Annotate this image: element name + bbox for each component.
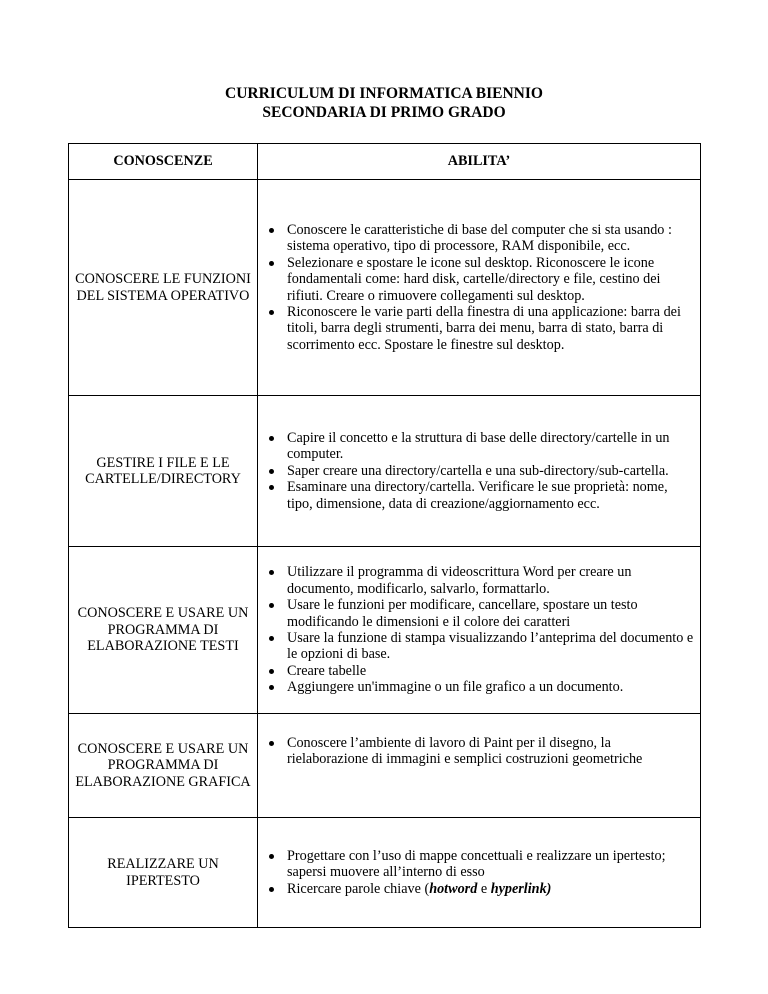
list-item: Capire il concetto e la struttura di base delle directory/cartelle in un computer. [258,430,694,463]
skills-list [258,848,694,897]
list-item: Conoscere le caratteristiche di base del computer che si sta usando : sistema operativo, tipo di processore, RAM disponibile, ecc. [258,222,694,255]
list-item: Selezionare e spostare le icone sul desktop. Riconoscere le icone fondamentali come: hard disk, cartelle/directory e file, cestino dei rifiuti. Creare o rimuovere collegamenti sul desktop. [258,255,694,304]
skills-list [258,564,694,695]
skill-text: Ricercare parole chiave ( [287,880,430,897]
table-row [69,547,701,714]
skills-cell [258,547,701,714]
topic-label: CONOSCERE E USARE UN PROGRAMMA DI ELABORAZIONE TESTI [77,605,249,655]
topic-label: GESTIRE I FILE E LE CARTELLE/DIRECTORY [85,454,241,487]
document-title [0,84,768,122]
title-line-2: SECONDARIA DI PRIMO GRADO [262,104,506,121]
skill-text: e [477,880,491,897]
topic-label: CONOSCERE E USARE UN PROGRAMMA DI ELABORAZIONE GRAFICA [75,740,251,790]
table-row [69,714,701,818]
list-item: Progettare con l’uso di mappe concettuali e realizzare un ipertesto; sapersi muovere all’interno di esso [258,848,694,881]
term-hyperlink: hyperlink) [490,880,552,897]
topic-cell [69,180,258,396]
topic-cell [69,818,258,928]
term-hotword: hotword [429,880,478,897]
table-row [69,818,701,928]
skills-list [258,222,694,353]
skills-cell [258,180,701,396]
list-item [258,881,694,897]
list-item: Esaminare una directory/cartella. Verificare le sue proprietà: nome, tipo, dimensione, data di creazione/aggiornamento ecc. [258,479,694,512]
topic-cell [69,396,258,547]
skills-cell [258,714,701,818]
header-abilita: ABILITA’ [258,144,701,180]
curriculum-table [68,143,701,928]
header-conoscenze: CONOSCENZE [69,144,258,180]
topic-label: CONOSCERE LE FUNZIONI DEL SISTEMA OPERATIVO [75,271,251,304]
list-item: Usare le funzioni per modificare, cancellare, spostare un testo modificando le dimensioni e il colore dei caratteri [258,597,694,630]
list-item: Conoscere l’ambiente di lavoro di Paint per il disegno, la rielaborazione di immagini e semplici costruzioni geometriche [258,735,694,768]
topic-cell [69,714,258,818]
table-row [69,396,701,547]
table-header-row [69,144,701,180]
list-item: Saper creare una directory/cartella e una sub-directory/sub-cartella. [258,463,694,479]
skills-list [258,430,694,512]
skills-cell [258,818,701,928]
topic-cell [69,547,258,714]
list-item: Usare la funzione di stampa visualizzando l’anteprima del documento e le opzioni di base. [258,630,694,663]
list-item: Utilizzare il programma di videoscrittura Word per creare un documento, modificarlo, salvarlo, formattarlo. [258,564,694,597]
skills-cell [258,396,701,547]
title-line-1: CURRICULUM DI INFORMATICA BIENNIO [225,85,543,102]
topic-label: REALIZZARE UN IPERTESTO [107,856,219,889]
table-row [69,180,701,396]
skills-list [258,735,694,768]
list-item: Creare tabelle [258,663,694,679]
list-item: Riconoscere le varie parti della finestra di una applicazione: barra dei titoli, barra degli strumenti, barra dei menu, barra di stato, barra di scorrimento ecc. Spostare le finestre sul desktop. [258,304,694,353]
list-item: Aggiungere un'immagine o un file grafico a un documento. [258,679,694,695]
